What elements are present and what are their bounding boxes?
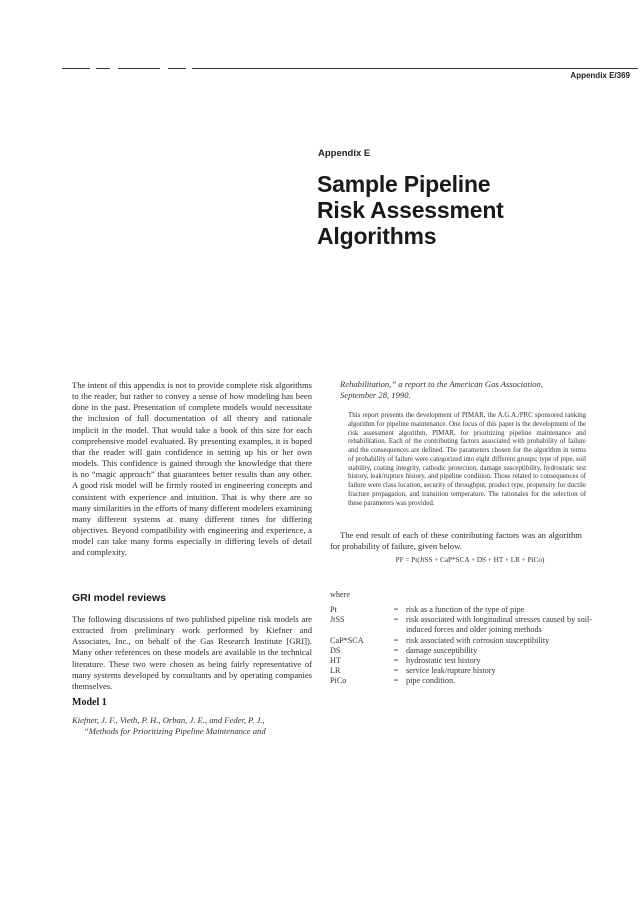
header-rule-segment [192,68,638,69]
gri-paragraph: The following discussions of two published pipeline risk models are extracted from preliminary work performed by Kiefner and Associates, Inc., on behalf of the Gas Research Institute [GRI]). Many other references on these models are available in the technical literature. These two were chosen as being fairly representative of many systems developed by consultants and by operating companies themselves. [72,614,312,691]
definition-desc: risk associated with corrosion susceptibility [406,635,550,645]
definition-equals: = [393,645,399,655]
definition-term: Pt [330,605,337,614]
definition-term: HT [330,656,341,666]
running-head: Appendix E/369 [570,71,630,80]
model1-citation [72,715,312,737]
definition-term: LR [330,666,341,676]
header-rule-segment [168,68,186,69]
pf-formula: PF = Pt(JtSS + CaP*SCA + DS + HT + LR + PiCo) [395,556,545,564]
definition-equals: = [393,656,399,666]
title-line: Algorithms [317,223,437,249]
end-result-paragraph: The end result of each of these contributing factors was an algorithm for probability of failure, given below. [330,530,582,552]
definition-desc: service leak/rupture history [406,666,496,676]
appendix-label: Appendix E [318,148,371,159]
section-heading: GRI model reviews [72,592,166,604]
definition-desc: hydrostatic test history [406,656,481,666]
intro-paragraph: The intent of this appendix is not to provide complete risk algorithms to the reader, but rather to convey a sense of how modeling has been done in the past. Presentation of complete models would necessitate the inclusion of full documentation of all theory and rationale implicit in the model. That would take a book of this size for each comprehensive model evaluated. By presenting examples, it is hoped that the reader will gain confidence in setting up his or her own models. This confidence is gained through the knowledge that there is no “magic approach” that guarantees better results than any other. A good risk model will be firmly rooted in engineering concepts and consistent with experience and intuition. That is why there are so many similarities in the efforts of many different modelers examining many different systems at many different times for differing objectives. Beyond compatibility with engineering and experience, a model can take many forms especially in differing levels of detail and complexity. [72,380,312,558]
report-summary: This report presents the development of PIMAR, the A.G.A./PRC sponsored ranking algorithm for pipeline maintenance. One focus of this paper is the development of the risk assessment algorithm, PIMAR, for prioritizing pipeline maintenance and rehabilitation. Each of the contributing factors associated with probability of failure and the consequences are defined. The parameters chosen for the algorithm in terms of probability of failure were categorized into eight different groups: type of pipe, soil stability, coating integrity, cathodic protection, damage susceptibility, hydrostatic test history, leak/rupture history, and pipeline condition. Those related to consequences of failure were class location, security of throughput, product type, propensity for ductile fracture propagation, and transition temperature. The rationales for the selection of these parameters was provided. [348,412,586,507]
definition-desc: pipe condition. [406,676,456,686]
definition-row [330,646,592,656]
where-label: where [330,590,351,599]
definition-row [330,676,592,686]
citation-line: “Methods for Prioritizing Pipeline Maintenance and [84,726,266,737]
citation-line: Kiefner, J. F., Vieth, P. H., Orban, J. E., and Feder, P. J., [72,715,265,725]
header-rule-segment [62,68,90,69]
definition-equals: = [393,615,399,625]
definition-desc: damage susceptibility [406,645,478,655]
title-line: Risk Assessment [317,197,504,223]
definition-desc: risk associated with longitudinal stresses caused by soil-induced forces and older joining methods [406,615,592,635]
definition-term: DS [330,645,341,655]
page-title [317,171,617,249]
definition-term: JtSS [330,615,345,625]
title-line: Sample Pipeline [317,171,491,197]
definition-desc: risk as a function of the type of pipe [406,605,525,614]
model-heading: Model 1 [72,697,107,708]
citation-line: Rehabilitation,” a report to the American Gas Association, [340,379,543,389]
definition-list [330,605,592,687]
header-rule-segment [118,68,160,69]
header-rule-segment [96,68,110,69]
definition-equals: = [393,635,399,645]
definition-row [330,615,592,635]
definition-term: PiCo [330,676,347,686]
definition-row [330,666,592,676]
definition-equals: = [393,605,399,614]
citation-line: September 28, 1990. [340,390,411,401]
definition-row [330,605,592,615]
definition-term: CaP*SCA [330,635,364,645]
definition-equals: = [393,676,399,686]
definition-row [330,656,592,666]
model1-citation-continued [330,379,592,401]
definition-equals: = [393,666,399,676]
definition-row [330,636,592,646]
